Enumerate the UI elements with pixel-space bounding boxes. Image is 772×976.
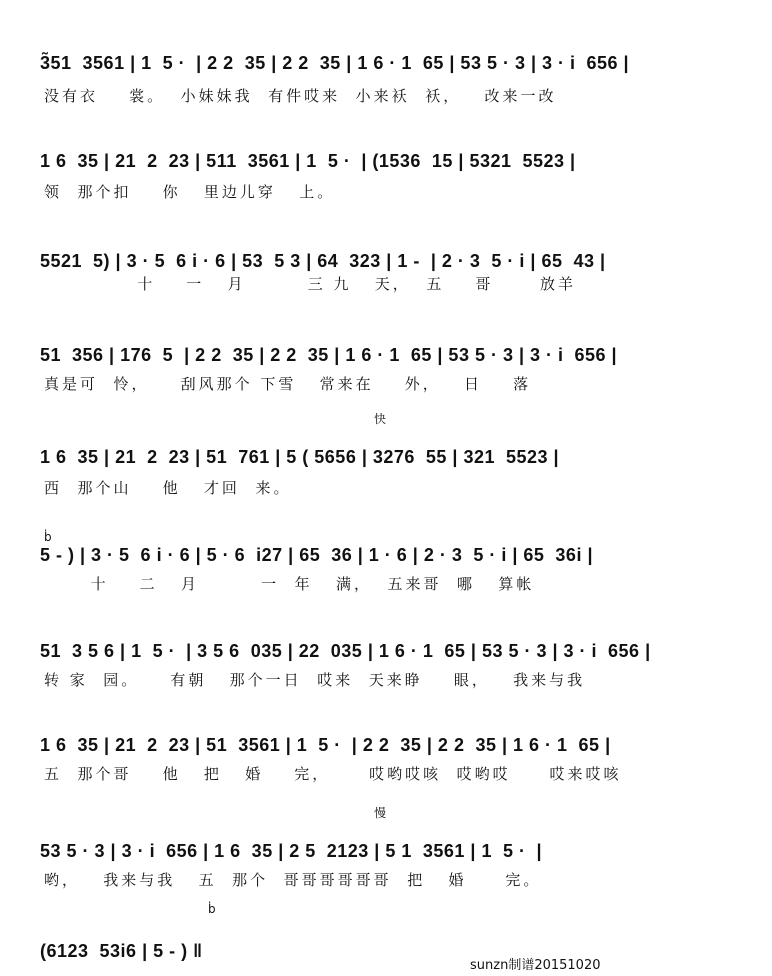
lyrics-line: 哟， 我来与我 五 那个 哥哥哥哥哥哥 把 婚 完。 — [44, 871, 542, 889]
notation-line: 5 - ) | 3 · 5 6 i · 6 | 5 · 6 i27 | 65 36 | 1 · 6 | 2 · 3 5 · i | 65 36i | — [40, 545, 593, 565]
notation-line: 5521 5) | 3 · 5 6 i · 6 | 53 5 3 | 64 323 | 1 - | 2 · 3 5 · i | 65 43 | — [40, 251, 606, 271]
notation-line: 1 6 35 | 21 2 23 | 51 3561 | 1 5 · | 2 2 35 | 2 2 35 | 1 6 · 1 65 | — [40, 735, 611, 755]
notation-line: 3̃51 3561 | 1 5 · | 2 2 35 | 2 2 35 | 1 6 · 1 65 | 53 5 · 3 | 3 · i 656 | — [40, 53, 630, 73]
notation-line: (6123 53i6 | 5 - ) ‖ — [40, 941, 203, 961]
lyrics-line: 转 家 园。 有朝 那个一日 哎来 天来睁 眼， 我来与我 — [44, 671, 586, 689]
tempo-mark: 慢 — [374, 806, 387, 820]
notation-line: 53 5 · 3 | 3 · i 656 | 1 6 35 | 2 5 2123 | 5 1 3561 | 1 5 · | — [40, 841, 543, 861]
lyrics-line: 十 二 月 一 年 满， 五来哥 哪 算帐 — [44, 575, 535, 593]
notation-line: 51 356 | 176 5 | 2 2 35 | 2 2 35 | 1 6 · 1 65 | 53 5 · 3 | 3 · i 656 | — [40, 345, 618, 365]
lyrics-line: 没有衣 裳。 小妹妹我 有件哎来 小来袄 袄， 改来一改 — [44, 87, 557, 105]
notation-line: 1 6 35 | 21 2 23 | 51 761 | 5 ( 5656 | 3276 55 | 321 5523 | — [40, 447, 560, 467]
lyrics-line: 真是可 怜， 刮风那个 下雪 常来在 外， 日 落 — [44, 375, 532, 393]
lyrics-line: 领 那个扣 你 里边儿穿 上。 — [44, 183, 336, 201]
lyrics-line: 十 一 月 三 九 天， 五 哥 放羊 — [44, 275, 577, 293]
notation-line: 51 3 5 6 | 1 5 · | 3 5 6 035 | 22 035 | 1 6 · 1 65 | 53 5 · 3 | 3 · i 656 | — [40, 641, 651, 661]
ornament-mark: ḃ — [208, 902, 216, 916]
tempo-mark: 快 — [374, 412, 387, 426]
credit-text: sunzn制谱20151020 — [470, 958, 601, 973]
lyrics-line: 西 那个山 他 才回 来。 — [44, 479, 292, 497]
notation-line: 1 6 35 | 21 2 23 | 511 3561 | 1 5 · | (1536 15 | 5321 5523 | — [40, 151, 576, 171]
lyrics-line: 五 那个哥 他 把 婚 完， 哎哟哎咳 哎哟哎 哎来哎咳 — [44, 765, 622, 783]
ornament-mark: ḃ — [44, 530, 52, 544]
